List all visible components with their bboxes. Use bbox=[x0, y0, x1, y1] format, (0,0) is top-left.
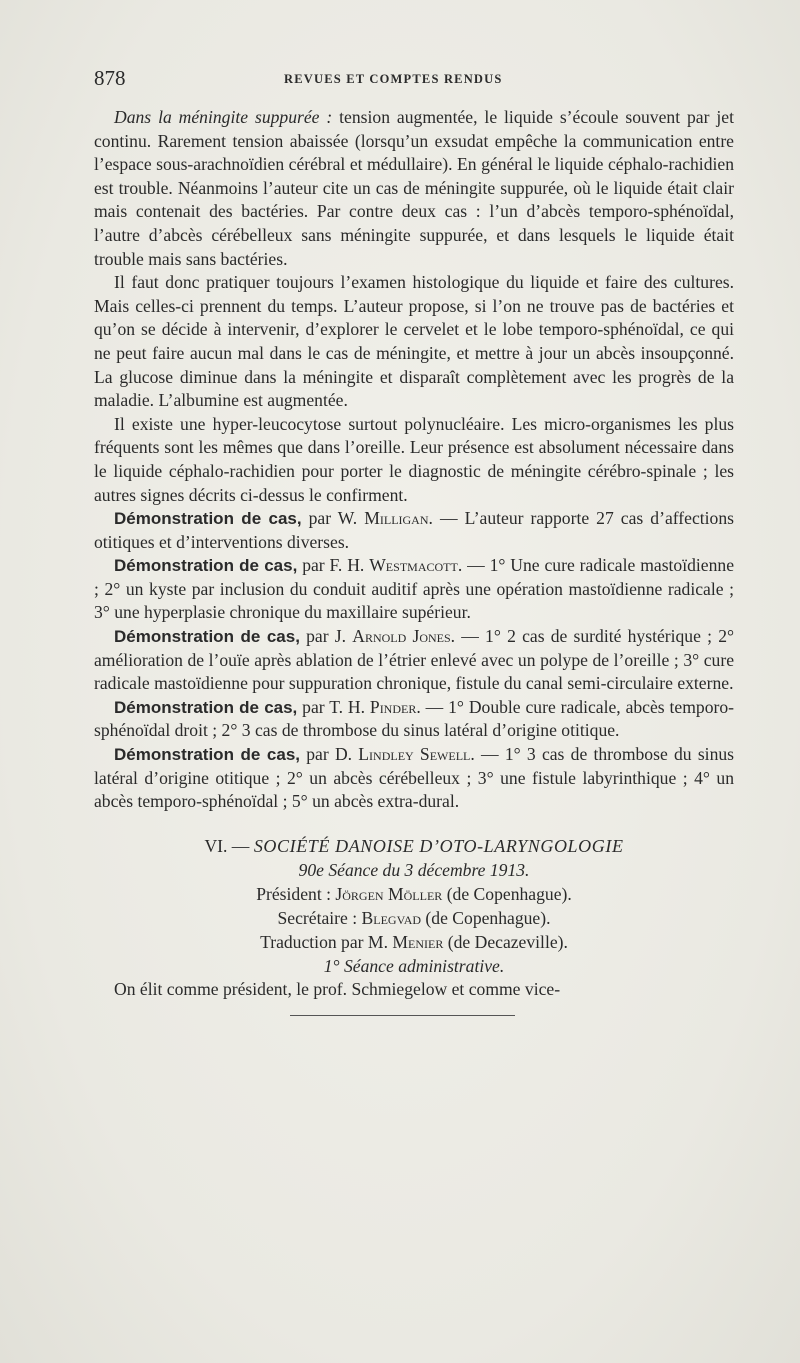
section-heading bbox=[94, 834, 734, 858]
body-text bbox=[94, 106, 734, 1001]
paragraph-election: On élit comme président, le prof. Schmiegelow et comme vice- bbox=[114, 978, 561, 999]
translation-place: (de Decazeville). bbox=[443, 931, 568, 952]
page-number: 878 bbox=[94, 66, 126, 90]
demonstration-pinder bbox=[94, 696, 734, 743]
paragraph-lead: Dans la méningite suppurée : bbox=[114, 107, 333, 127]
demonstration-author: Lindley Sewell bbox=[358, 744, 471, 765]
session-date: 90e Séance du 3 décembre 1913. bbox=[298, 859, 530, 880]
demonstration-by: par F. H. bbox=[297, 555, 370, 576]
demonstration-title: Démonstration de cas, bbox=[114, 556, 298, 576]
subsession-title: 1° Séance administrative. bbox=[323, 955, 505, 976]
demonstration-title: Démonstration de cas, bbox=[114, 745, 301, 765]
demonstration-title: Démonstration de cas, bbox=[114, 627, 300, 647]
paragraph-leucocytosis: Il existe une hyper-leucocytose surtout polynucléaire. Les micro-organismes les plus fréquents sont les mêmes que dans l’oreille. Leur présence est absolument nécessaire dans le liquide céphalo-rachidien pour porter le diagnostic de méningite cérébro-spinale ; les autres signes décrits ci-dessus le confirment. bbox=[94, 413, 734, 505]
demonstration-by: par T. H. bbox=[297, 696, 370, 717]
demonstration-title: Démonstration de cas, bbox=[114, 509, 302, 529]
demonstration-milligan bbox=[94, 507, 734, 554]
president-line bbox=[94, 882, 734, 906]
demonstration-westmacott bbox=[94, 554, 734, 625]
paragraph-meningitis bbox=[94, 106, 734, 271]
demonstration-lindley-sewell bbox=[94, 743, 734, 814]
secretary-line bbox=[94, 906, 734, 930]
section-divider bbox=[290, 1015, 515, 1016]
demonstration-by: par D. bbox=[300, 744, 359, 765]
paragraph-text: tension augmentée, le liquide s’écoule souvent par jet continu. Rarement tension abaissée (lorsqu’un exsudat empêche la communication entre l’espace sous-arachnoïdien cérébral et médullaire). En général le liquide céphalo-rachidien est trouble. Néanmoins l’auteur cite un cas de méningite suppurée, où le liquide était clair mais contenait des bactéries. Par contre deux cas : l’un d’abcès temporo-sphénoïdal, l’autre d’abcès cérébelleux sans méningite suppurée, et dans lesquels le liquide était trouble mais sans bactéries. bbox=[94, 107, 734, 269]
demonstration-author: Pinder bbox=[369, 696, 417, 717]
demonstration-text: . — L’auteur rapporte 27 cas d’affections otitiques et d’interventions diverses. bbox=[94, 508, 734, 552]
secretary-label: Secrétaire : bbox=[277, 907, 362, 928]
demonstration-text: . — 1° 2 cas de surdité hystérique ; 2° amélioration de l’ouïe après ablation de l’étrier enlevé avec un polype de l’oreille ; 3° cure radicale mastoïdienne pour suppuration chronique, fistule du canal semi-circulaire externe. bbox=[94, 626, 735, 694]
president-name: Jörgen Möller bbox=[335, 883, 443, 904]
president-place: (de Copenhague). bbox=[442, 883, 572, 904]
translation-line bbox=[94, 930, 734, 954]
running-head: REVUES ET COMPTES RENDUS bbox=[284, 72, 503, 86]
president-label: Président : bbox=[256, 883, 336, 904]
section-number: VI. — bbox=[204, 835, 250, 856]
demonstration-text: . — 1° Double cure radicale, abcès temporo-sphénoïdal droit ; 2° 3 cas de thrombose du sinus latéral d’origine otitique. bbox=[94, 696, 735, 741]
page-header bbox=[94, 66, 734, 94]
demonstration-author: Arnold Jones bbox=[352, 626, 451, 647]
demonstration-author: Westmacott bbox=[369, 555, 458, 576]
section-title: SOCIÉTÉ DANOISE D’OTO-LARYNGOLOGIE bbox=[253, 835, 624, 856]
section-danish-society bbox=[94, 834, 734, 978]
demonstration-title: Démonstration de cas, bbox=[114, 697, 298, 717]
translation-name: Menier bbox=[392, 931, 444, 952]
demonstration-text: . — 1° Une cure radicale mastoïdienne ; 2° un kyste par inclusion du conduit auditif après une opération mastoïdienne radicale ; 3° une hyperplasie chronique du maxillaire supérieur. bbox=[94, 555, 735, 623]
paragraph-histology: Il faut donc pratiquer toujours l’examen histologique du liquide et faire des cultures. Mais celles-ci prennent du temps. L’auteur propose, si l’on ne trouve pas de bactéries et qu’on se décide à intervenir, d’explorer le cervelet et le lobe temporo-sphénoïdal, ce qui ne peut faire aucun mal dans le cas de méningite, et mettre à jour un abcès insoupçonné. La glucose diminue dans la méningite et disparaît complètement avec les progrès de la maladie. L’albumine est augmentée. bbox=[94, 272, 734, 411]
demonstration-text: . — 1° 3 cas de thrombose du sinus latéral d’origine otitique ; 2° un abcès cérébelleux ; 3° une fistule labyrinthique ; 4° un abcès temporo-sphénoïdal ; 5° un abcès extra-dural. bbox=[94, 744, 735, 812]
demonstration-by: par J. bbox=[299, 626, 353, 647]
secretary-place: (de Copenhague). bbox=[421, 907, 551, 928]
demonstration-by: par W. bbox=[301, 508, 365, 529]
secretary-name: Blegvad bbox=[361, 907, 422, 928]
demonstration-arnold-jones bbox=[94, 625, 734, 696]
translation-label: Traduction par M. bbox=[260, 931, 393, 952]
demonstration-author: Milligan bbox=[364, 508, 429, 529]
